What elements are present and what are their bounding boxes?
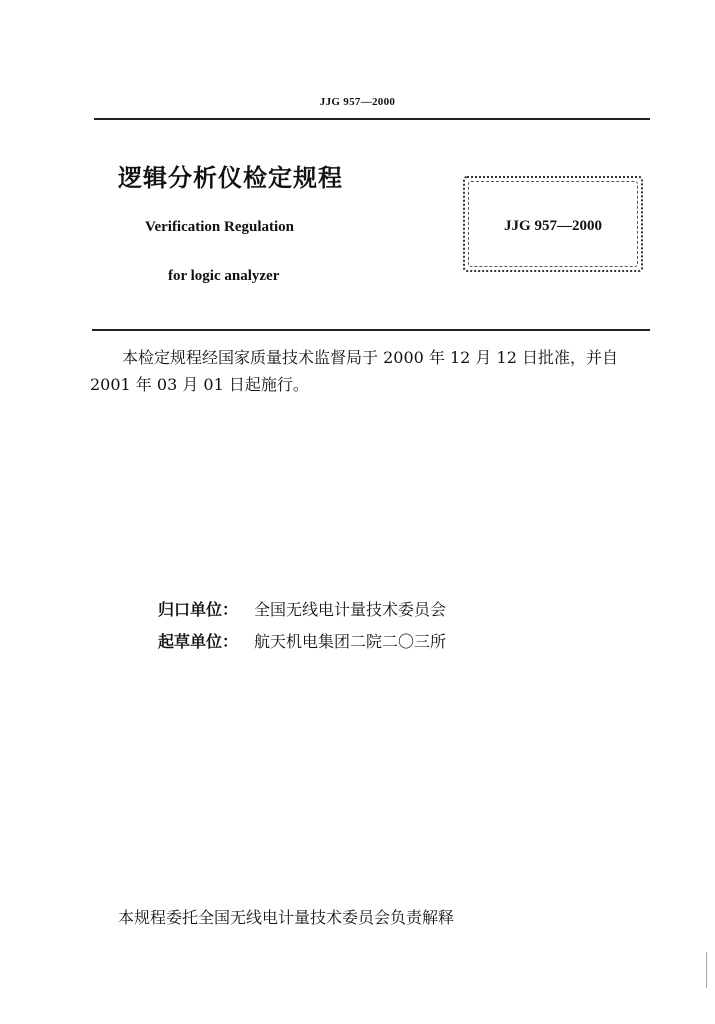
- drafting-unit-row: [158, 629, 446, 652]
- scan-artifact: [706, 952, 707, 988]
- title-chinese: 逻辑分析仪检定规程: [118, 164, 343, 192]
- responsible-unit-row: [158, 597, 446, 620]
- drafting-unit-value: 航天机电集团二院二〇三所: [254, 632, 447, 651]
- interpretation-note: 本规程委托全国无线电计量技术委员会负责解释: [118, 908, 455, 927]
- approval-line-2: 2001 年 03 月 01 日起施行。: [90, 375, 309, 394]
- drafting-unit-label: 起草单位：: [158, 632, 239, 651]
- title-english-line1: Verification Regulation: [145, 219, 295, 235]
- top-rule: [94, 118, 650, 120]
- approval-paragraph: [90, 344, 658, 398]
- responsible-unit-label: 归口单位：: [158, 600, 239, 619]
- standard-code: JJG 957—2000: [504, 218, 602, 234]
- approval-line-1: 本检定规程经国家质量技术监督局于 2000 年 12 月 12 日批准，并自: [122, 348, 618, 367]
- document-code-header: JJG 957—2000: [319, 96, 396, 108]
- section-rule: [92, 329, 650, 331]
- title-english-line2: for logic analyzer: [168, 268, 280, 284]
- standard-code-box: [463, 176, 643, 272]
- responsible-unit-value: 全国无线电计量技术委员会: [254, 600, 447, 619]
